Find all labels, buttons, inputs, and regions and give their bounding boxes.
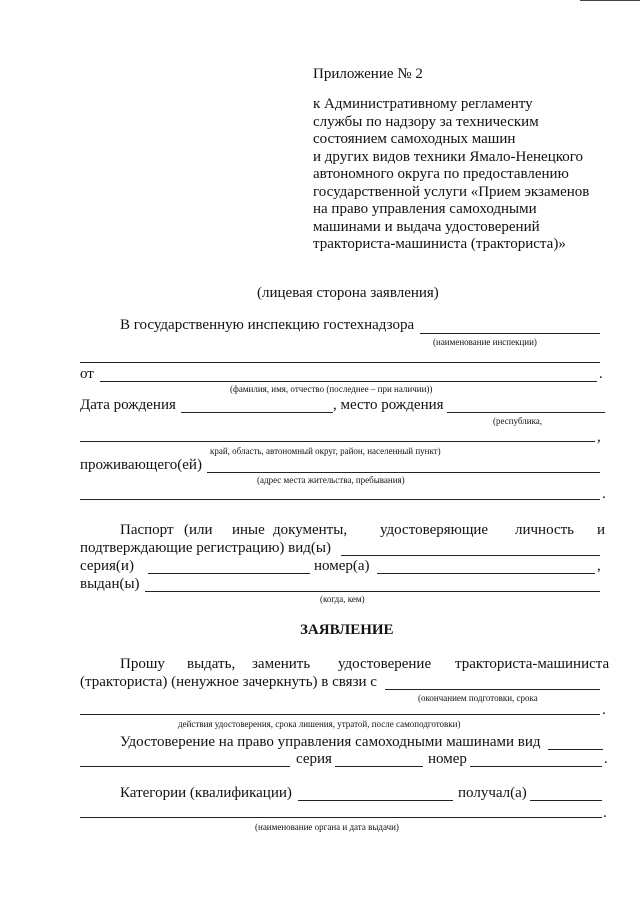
request-line2: (тракториста) (ненужное зачеркнуть) в связи с	[80, 674, 377, 690]
appendix-line: на право управления самоходными	[313, 201, 537, 217]
document-type-label: подтверждающие регистрацию) вид(ы)	[80, 540, 331, 556]
address-field[interactable]	[207, 472, 600, 473]
request-word: заменить	[252, 656, 311, 672]
passport-word: удостоверяющие	[380, 522, 489, 538]
punct-dot: .	[603, 805, 607, 821]
inspection-field[interactable]	[420, 333, 600, 334]
authority-field[interactable]	[80, 817, 602, 818]
punct-dot: .	[599, 366, 603, 382]
number-field[interactable]	[377, 573, 595, 574]
appendix-line: тракториста-машиниста (тракториста)»	[313, 236, 566, 252]
passport-word: Паспорт	[120, 522, 174, 538]
license-series-field[interactable]	[335, 766, 423, 767]
birth-place-field-line2[interactable]	[80, 441, 595, 442]
full-name-field[interactable]	[100, 381, 597, 382]
appendix-reference	[313, 96, 603, 254]
punct-dot: .	[602, 486, 606, 502]
series-label: серия(и)	[80, 558, 134, 574]
request-word: Прошу	[120, 656, 165, 672]
statement-title: ЗАЯВЛЕНИЕ	[300, 622, 394, 638]
series-field[interactable]	[148, 573, 310, 574]
birth-date-label: Дата рождения	[80, 397, 176, 413]
region-hint: край, область, автономный округ, район, населенный пункт)	[210, 446, 441, 456]
request-word: выдать,	[187, 656, 236, 672]
received-label: получал(а)	[458, 785, 527, 801]
address-field-line2[interactable]	[80, 499, 600, 500]
license-type-field-line2[interactable]	[80, 766, 290, 767]
request-word: удостоверение	[338, 656, 432, 672]
full-name-hint: (фамилия, имя, отчество (последнее – при наличии))	[230, 384, 433, 394]
birth-date-field[interactable]	[181, 412, 333, 413]
reason-hint-cont: действия удостоверения, срока лишения, утратой, после самоподготовки)	[178, 719, 461, 729]
reason-field-line2[interactable]	[80, 714, 600, 715]
license-number-field[interactable]	[470, 766, 602, 767]
appendix-line: состоянием самоходных машин	[313, 131, 516, 147]
front-side-caption: (лицевая сторона заявления)	[257, 285, 439, 301]
passport-word: иные	[232, 522, 265, 538]
passport-word: документы,	[273, 522, 348, 538]
appendix-line: к Административному регламенту	[313, 96, 533, 112]
scan-edge-mark	[580, 0, 640, 1]
punct-dot: .	[602, 702, 606, 718]
received-field[interactable]	[530, 800, 602, 801]
birth-place-field[interactable]	[447, 412, 605, 413]
categories-field[interactable]	[298, 800, 453, 801]
residing-label: проживающего(ей)	[80, 457, 202, 473]
punct-dot: .	[604, 751, 608, 767]
birth-place-label: , место рождения	[333, 397, 444, 413]
issued-label: выдан(ы)	[80, 576, 140, 592]
document-type-field[interactable]	[341, 555, 600, 556]
republic-hint: (республика,	[493, 416, 543, 426]
categories-label: Категории (квалификации)	[120, 785, 292, 801]
number-label: номер(а)	[314, 558, 370, 574]
reason-field[interactable]	[385, 689, 600, 690]
appendix-title: Приложение № 2	[313, 66, 423, 82]
punct-comma: ,	[597, 429, 601, 445]
appendix-line: государственной услуги «Прием экзаменов	[313, 183, 590, 200]
inspection-field-line2[interactable]	[80, 362, 600, 363]
appendix-line: автономного округа по предоставлению	[313, 166, 569, 182]
address-hint: (адрес места жительства, пребывания)	[257, 475, 405, 485]
punct-comma: ,	[597, 558, 601, 574]
inspection-hint: (наименование инспекции)	[433, 337, 537, 347]
from-label: от	[80, 366, 94, 382]
reason-hint: (окончанием подготовки, срока	[418, 693, 538, 703]
license-type-field[interactable]	[548, 749, 603, 750]
appendix-line: машинами и выдача удостоверений	[313, 218, 540, 235]
issued-field[interactable]	[145, 591, 600, 592]
license-number-label: номер	[428, 751, 467, 767]
issued-hint: (когда, кем)	[320, 594, 365, 604]
appendix-line: и других видов техники Ямало-Ненецкого	[313, 148, 584, 165]
passport-word: и	[597, 522, 606, 538]
request-word: тракториста-машиниста	[455, 656, 610, 672]
inspection-label: В государственную инспекцию гостехнадзора	[120, 317, 415, 333]
passport-word: личность	[515, 522, 575, 538]
passport-word: (или	[184, 522, 213, 538]
license-label: Удостоверение на право управления самоходными машинами вид	[120, 734, 541, 750]
appendix-line: службы по надзору за техническим	[313, 113, 539, 130]
authority-hint: (наименование органа и дата выдачи)	[255, 822, 399, 832]
license-series-label: серия	[296, 751, 332, 767]
